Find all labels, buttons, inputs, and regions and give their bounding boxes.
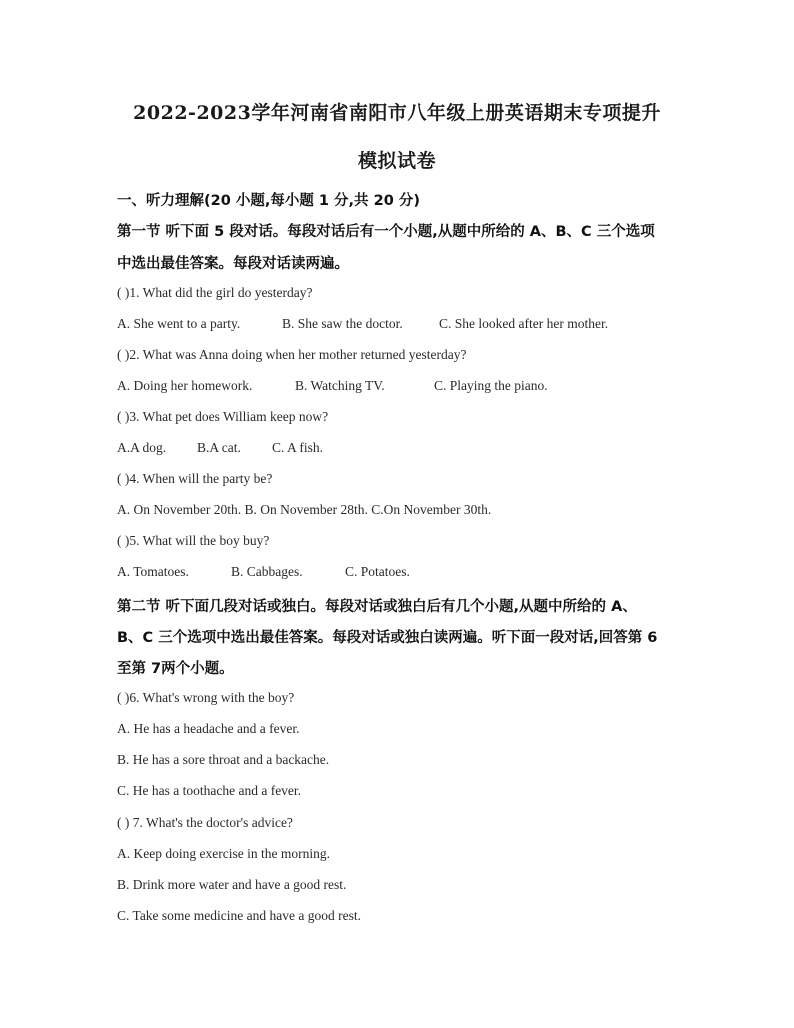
q2-option-c: C. Playing the piano. — [434, 378, 548, 393]
q6-option-a: A. He has a headache and a fever. — [117, 721, 300, 736]
q1-stem: ( )1. What did the girl do yesterday? — [117, 285, 313, 300]
q1-option-a: A. She went to a party. — [117, 316, 241, 331]
exam-title: 2022-2023学年河南省南阳市八年级上册英语期末专项提升 — [133, 102, 661, 124]
q6-option-b: B. He has a sore throat and a backache. — [117, 752, 330, 767]
q5-options — [117, 564, 410, 580]
q3-option-b: B.A cat. — [197, 440, 241, 455]
section2-heading-line3: 至第 7两个小题。 — [117, 661, 234, 677]
q5-option-b: B. Cabbages. — [231, 564, 303, 579]
q7-option-b: B. Drink more water and have a good rest. — [117, 877, 347, 892]
section2-heading-line1: 第二节 听下面几段对话或独白。每段对话或独白后有几个小题,从题中所给的 A、 — [117, 599, 637, 615]
q6-option-c: C. He has a toothache and a fever. — [117, 783, 302, 798]
q1-options — [117, 316, 609, 332]
q7-option-c: C. Take some medicine and have a good rest. — [117, 908, 361, 923]
q1-option-b: B. She saw the doctor. — [282, 316, 403, 331]
exam-subtitle: 模拟试卷 — [357, 150, 436, 172]
q2-option-a: A. Doing her homework. — [117, 378, 253, 393]
q2-option-b: B. Watching TV. — [295, 378, 385, 393]
q3-stem: ( )3. What pet does William keep now? — [117, 409, 329, 424]
q6-stem: ( )6. What's wrong with the boy? — [117, 690, 295, 705]
q7-option-a: A. Keep doing exercise in the morning. — [117, 846, 330, 861]
q3-option-c: C. A fish. — [272, 440, 324, 455]
section1-heading-line1: 第一节 听下面 5 段对话。每段对话后有一个小题,从题中所给的 A、B、C 三个选项 — [117, 224, 655, 240]
q4-options: A. On November 20th. B. On November 28th. C.On November 30th. — [117, 502, 492, 517]
q5-option-a: A. Tomatoes. — [117, 564, 189, 579]
part1-heading: 一、听力理解(20 小题,每小题 1 分,共 20 分) — [117, 193, 420, 209]
q3-options — [117, 440, 324, 456]
q4-stem: ( )4. When will the party be? — [117, 471, 273, 486]
q5-stem: ( )5. What will the boy buy? — [117, 533, 270, 548]
q1-option-c: C. She looked after her mother. — [439, 316, 609, 331]
section2-heading-line2: B、C 三个选项中选出最佳答案。每段对话或独白读两遍。听下面一段对话,回答第 6 — [117, 630, 658, 646]
q2-stem: ( )2. What was Anna doing when her mother returned yesterday? — [117, 347, 467, 362]
q7-stem: ( ) 7. What's the doctor's advice? — [117, 815, 293, 830]
q5-option-c: C. Potatoes. — [345, 564, 410, 579]
q2-options — [117, 378, 548, 394]
section1-heading-line2: 中选出最佳答案。每段对话读两遍。 — [117, 256, 349, 272]
q3-option-a: A.A dog. — [117, 440, 167, 455]
